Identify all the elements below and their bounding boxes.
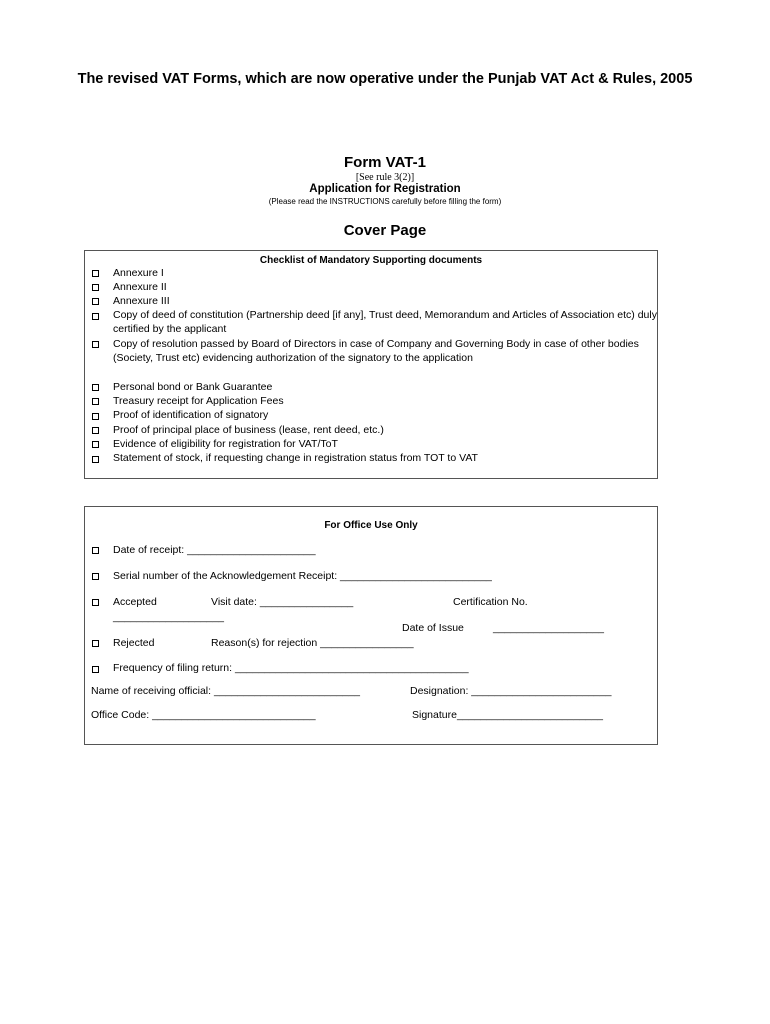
checkbox-eligibility[interactable] <box>92 441 99 448</box>
checklist-item: Annexure II <box>113 281 167 293</box>
checklist-item: Treasury receipt for Application Fees <box>113 395 284 407</box>
checkbox-deed-of-constitution[interactable] <box>92 313 99 320</box>
checkbox-serial-number[interactable] <box>92 573 99 580</box>
checklist-item: Annexure III <box>113 295 170 307</box>
receiving-official-field[interactable]: Name of receiving official: _________________________ <box>91 685 360 697</box>
checkbox-bond-guarantee[interactable] <box>92 384 99 391</box>
checklist-item: Proof of principal place of business (lease, rent deed, etc.) <box>113 424 384 436</box>
checkbox-board-resolution[interactable] <box>92 341 99 348</box>
certification-no-field[interactable]: ___________________ <box>113 611 224 623</box>
signature-field[interactable]: Signature_________________________ <box>412 709 603 721</box>
checklist-item: Personal bond or Bank Guarantee <box>113 381 273 393</box>
office-code-field[interactable]: Office Code: ____________________________ <box>91 709 316 721</box>
checkbox-annexure-3[interactable] <box>92 298 99 305</box>
filing-frequency-field[interactable]: Frequency of filing return: ________________________________________ <box>113 662 469 674</box>
office-use-heading: For Office Use Only <box>324 520 418 531</box>
visit-date-field[interactable]: Visit date: ________________ <box>211 596 354 608</box>
checkbox-rejected[interactable] <box>92 640 99 647</box>
checklist-item: Statement of stock, if requesting change in registration status from TOT to VAT <box>113 452 478 464</box>
checklist-item: Copy of resolution passed by Board of Directors in case of Company and Governing Body in case of other bodies (Society, Trust etc) evidencing authorization of the signatory to the application <box>113 338 639 365</box>
checkbox-annexure-2[interactable] <box>92 284 99 291</box>
checklist-item: Evidence of eligibility for registration for VAT/ToT <box>113 438 338 450</box>
checklist-item: Copy of deed of constitution (Partnership deed [if any], Trust deed, Memorandum and Articles of Association etc) duly certified by the applicant <box>113 309 657 336</box>
application-title: Application for Registration <box>309 183 461 195</box>
date-of-issue-field[interactable]: ___________________ <box>493 622 604 634</box>
checkbox-place-of-business[interactable] <box>92 427 99 434</box>
serial-number-field[interactable]: Serial number of the Acknowledgement Receipt: __________________________ <box>113 570 492 582</box>
rule-reference: [See rule 3(2)] <box>355 172 415 183</box>
checkbox-filing-frequency[interactable] <box>92 666 99 673</box>
date-of-issue-label: Date of Issue <box>402 622 464 634</box>
checkbox-identification[interactable] <box>92 413 99 420</box>
designation-field[interactable]: Designation: ________________________ <box>410 685 612 697</box>
rejection-reason-field[interactable]: Reason(s) for rejection ________________ <box>211 637 414 649</box>
document-title: The revised VAT Forms, which are now operative under the Punjab VAT Act & Rules, 2005 <box>77 71 693 87</box>
date-of-receipt-field[interactable]: Date of receipt: ______________________ <box>113 544 316 556</box>
checklist-heading: Checklist of Mandatory Supporting documents <box>259 255 483 266</box>
checkbox-date-of-receipt[interactable] <box>92 547 99 554</box>
form-title: Form VAT-1 <box>344 154 426 171</box>
checkbox-accepted[interactable] <box>92 599 99 606</box>
accepted-label: Accepted <box>113 596 157 608</box>
certification-no-label: Certification No. <box>453 596 528 608</box>
checklist-item: Annexure I <box>113 267 164 279</box>
checkbox-statement-of-stock[interactable] <box>92 456 99 463</box>
checkbox-annexure-1[interactable] <box>92 270 99 277</box>
cover-page-title: Cover Page <box>343 222 427 239</box>
instructions-note: (Please read the INSTRUCTIONS carefully before filling the form) <box>268 197 502 206</box>
checkbox-treasury-receipt[interactable] <box>92 398 99 405</box>
checklist-item: Proof of identification of signatory <box>113 409 269 421</box>
rejected-label: Rejected <box>113 637 155 649</box>
